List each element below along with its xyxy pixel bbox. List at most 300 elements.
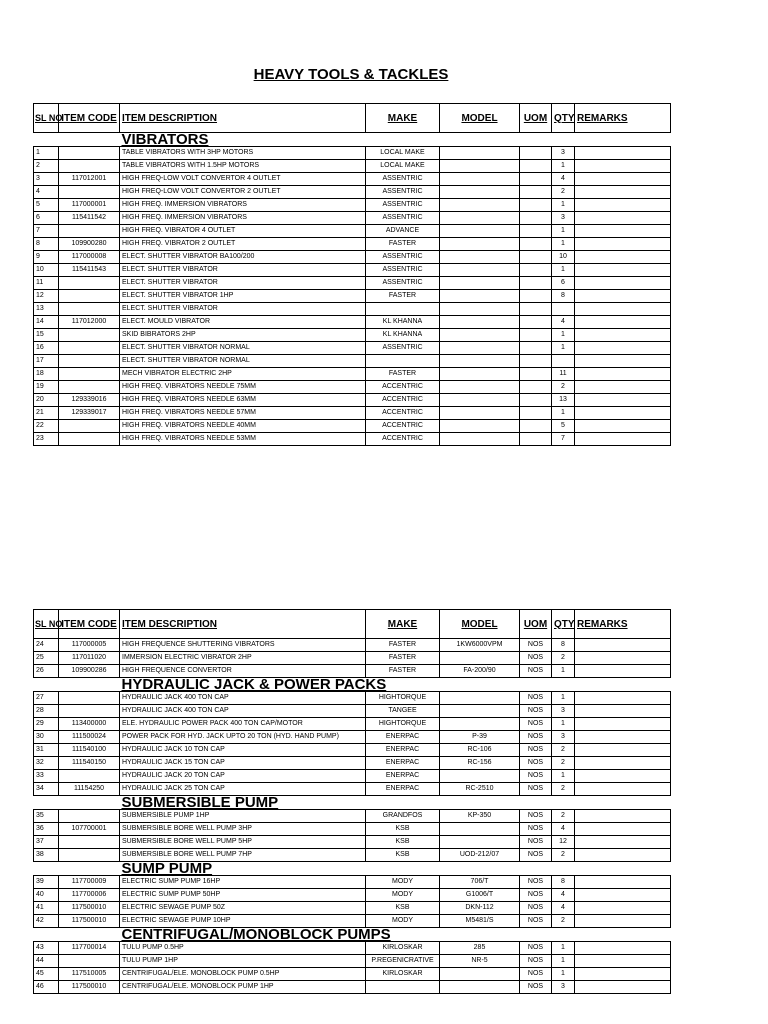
cell-make: ASSENTRIC xyxy=(366,277,440,290)
cell-qty: 2 xyxy=(552,381,575,394)
cell-item-code xyxy=(59,290,120,303)
cell-item-code: 117500010 xyxy=(59,902,120,915)
cell-item-code: 115411543 xyxy=(59,264,120,277)
cell-uom: NOS xyxy=(520,665,552,678)
cell-item-description: HIGH FREQ-LOW VOLT CONVERTOR 4 OUTLET xyxy=(120,173,366,186)
cell-remarks xyxy=(575,277,671,290)
section-spacer xyxy=(34,133,120,147)
cell-model: RC-156 xyxy=(440,757,520,770)
cell-uom xyxy=(520,290,552,303)
cell-sl-no: 4 xyxy=(34,186,59,199)
cell-qty: 3 xyxy=(552,212,575,225)
cell-item-description: SUBMERSIBLE BORE WELL PUMP 5HP xyxy=(120,836,366,849)
cell-remarks xyxy=(575,381,671,394)
cell-uom: NOS xyxy=(520,810,552,823)
cell-item-description: ELECT. SHUTTER VIBRATOR 1HP xyxy=(120,290,366,303)
cell-sl-no: 5 xyxy=(34,199,59,212)
header-sl-no: SL NO xyxy=(34,104,59,133)
cell-qty: 2 xyxy=(552,849,575,862)
table-row xyxy=(34,836,671,849)
cell-sl-no: 41 xyxy=(34,902,59,915)
cell-sl-no: 12 xyxy=(34,290,59,303)
cell-item-description: CENTRIFUGAL/ELE. MONOBLOCK PUMP 1HP xyxy=(120,981,366,994)
cell-model xyxy=(440,212,520,225)
cell-item-code xyxy=(59,810,120,823)
cell-sl-no: 34 xyxy=(34,783,59,796)
cell-model: KP-350 xyxy=(440,810,520,823)
cell-make: KSB xyxy=(366,823,440,836)
header-qty: QTY xyxy=(552,104,575,133)
cell-make: FASTER xyxy=(366,290,440,303)
cell-remarks xyxy=(575,770,671,783)
cell-make: ASSENTRIC xyxy=(366,264,440,277)
cell-model xyxy=(440,329,520,342)
table-row xyxy=(34,186,671,199)
table-row xyxy=(34,770,671,783)
section-title: SUMP PUMP xyxy=(121,860,213,877)
cell-make: MODY xyxy=(366,889,440,902)
cell-uom xyxy=(520,238,552,251)
table-row xyxy=(34,316,671,329)
header-uom: UOM xyxy=(520,104,552,133)
cell-qty: 1 xyxy=(552,329,575,342)
header-row xyxy=(34,610,671,639)
cell-sl-no: 16 xyxy=(34,342,59,355)
cell-remarks xyxy=(575,368,671,381)
table-row xyxy=(34,718,671,731)
cell-sl-no: 7 xyxy=(34,225,59,238)
cell-item-description: ELECTRIC SEWAGE PUMP 10HP xyxy=(120,915,366,928)
table-row xyxy=(34,942,671,955)
cell-item-description: TULU PUMP 0.5HP xyxy=(120,942,366,955)
cell-sl-no: 33 xyxy=(34,770,59,783)
cell-uom xyxy=(520,381,552,394)
cell-sl-no: 36 xyxy=(34,823,59,836)
cell-make: ENERPAC xyxy=(366,757,440,770)
cell-qty: 12 xyxy=(552,836,575,849)
cell-qty: 7 xyxy=(552,433,575,446)
cell-qty: 1 xyxy=(552,942,575,955)
cell-model xyxy=(440,316,520,329)
cell-remarks xyxy=(575,836,671,849)
header-item-description: ITEM DESCRIPTION xyxy=(120,610,366,639)
cell-remarks xyxy=(575,355,671,368)
table-row xyxy=(34,433,671,446)
cell-item-description: HYDRAULIC JACK 400 TON CAP xyxy=(120,705,366,718)
header-uom: UOM xyxy=(520,610,552,639)
table-row xyxy=(34,420,671,433)
cell-item-code xyxy=(59,277,120,290)
cell-item-description: HYDRAULIC JACK 400 TON CAP xyxy=(120,692,366,705)
cell-remarks xyxy=(575,251,671,264)
cell-remarks xyxy=(575,783,671,796)
cell-sl-no: 30 xyxy=(34,731,59,744)
table-row xyxy=(34,705,671,718)
cell-sl-no: 26 xyxy=(34,665,59,678)
header-remarks: REMARKS xyxy=(575,104,671,133)
cell-make: KL KHANNA xyxy=(366,329,440,342)
section-title: SUBMERSIBLE PUMP xyxy=(121,794,279,811)
cell-make: LOCAL MAKE xyxy=(366,147,440,160)
cell-item-description: ELE. HYDRAULIC POWER PACK 400 TON CAP/MOTOR xyxy=(120,718,366,731)
cell-qty: 1 xyxy=(552,968,575,981)
cell-uom: NOS xyxy=(520,968,552,981)
cell-make: ACCENTRIC xyxy=(366,420,440,433)
cell-remarks xyxy=(575,823,671,836)
header-qty: QTY xyxy=(552,610,575,639)
cell-uom: NOS xyxy=(520,705,552,718)
cell-model xyxy=(440,303,520,316)
cell-uom xyxy=(520,433,552,446)
cell-item-description: POWER PACK FOR HYD. JACK UPTO 20 TON (HYD. HAND PUMP) xyxy=(120,731,366,744)
cell-item-description: ELECT. SHUTTER VIBRATOR xyxy=(120,303,366,316)
table-row xyxy=(34,876,671,889)
cell-remarks xyxy=(575,433,671,446)
cell-uom: NOS xyxy=(520,757,552,770)
cell-sl-no: 40 xyxy=(34,889,59,902)
cell-item-code: 117500010 xyxy=(59,981,120,994)
cell-qty: 4 xyxy=(552,173,575,186)
cell-uom xyxy=(520,277,552,290)
cell-remarks xyxy=(575,407,671,420)
cell-item-code: 129339017 xyxy=(59,407,120,420)
cell-uom: NOS xyxy=(520,942,552,955)
cell-item-code xyxy=(59,303,120,316)
table-row xyxy=(34,212,671,225)
cell-model xyxy=(440,836,520,849)
cell-item-code: 117000001 xyxy=(59,199,120,212)
cell-remarks xyxy=(575,744,671,757)
section-title: CENTRIFUGAL/MONOBLOCK PUMPS xyxy=(121,926,391,943)
cell-uom xyxy=(520,303,552,316)
cell-item-description: HYDRAULIC JACK 25 TON CAP xyxy=(120,783,366,796)
cell-item-code: 117000008 xyxy=(59,251,120,264)
cell-item-code xyxy=(59,420,120,433)
cell-remarks xyxy=(575,692,671,705)
cell-uom xyxy=(520,173,552,186)
cell-remarks xyxy=(575,147,671,160)
cell-item-code: 117700009 xyxy=(59,876,120,889)
section-spacer xyxy=(34,862,120,876)
cell-model: G1006/T xyxy=(440,889,520,902)
cell-remarks xyxy=(575,316,671,329)
cell-qty: 1 xyxy=(552,160,575,173)
cell-remarks xyxy=(575,264,671,277)
cell-qty xyxy=(552,355,575,368)
cell-model: 285 xyxy=(440,942,520,955)
cell-sl-no: 31 xyxy=(34,744,59,757)
table-row xyxy=(34,381,671,394)
cell-item-description: ELECT. SHUTTER VIBRATOR NORMAL xyxy=(120,355,366,368)
cell-model xyxy=(440,652,520,665)
cell-sl-no: 44 xyxy=(34,955,59,968)
cell-uom xyxy=(520,264,552,277)
cell-sl-no: 42 xyxy=(34,915,59,928)
cell-remarks xyxy=(575,238,671,251)
section-heading-row xyxy=(34,796,671,810)
table-row xyxy=(34,981,671,994)
cell-item-description: ELECT. SHUTTER VIBRATOR NORMAL xyxy=(120,342,366,355)
cell-sl-no: 18 xyxy=(34,368,59,381)
cell-qty: 2 xyxy=(552,186,575,199)
header-make: MAKE xyxy=(366,104,440,133)
cell-uom xyxy=(520,251,552,264)
table-row xyxy=(34,652,671,665)
cell-make: LOCAL MAKE xyxy=(366,160,440,173)
cell-qty: 8 xyxy=(552,290,575,303)
cell-sl-no: 43 xyxy=(34,942,59,955)
cell-model xyxy=(440,692,520,705)
cell-item-description: ELECT. MOULD VIBRATOR xyxy=(120,316,366,329)
cell-sl-no: 2 xyxy=(34,160,59,173)
table-row xyxy=(34,199,671,212)
cell-make: FASTER xyxy=(366,665,440,678)
cell-qty: 10 xyxy=(552,251,575,264)
cell-item-code xyxy=(59,836,120,849)
section-heading-row xyxy=(34,862,671,876)
cell-qty: 1 xyxy=(552,264,575,277)
cell-remarks xyxy=(575,902,671,915)
header-item-code: ITEM CODE xyxy=(59,610,120,639)
cell-uom: NOS xyxy=(520,652,552,665)
cell-make: ENERPAC xyxy=(366,770,440,783)
cell-sl-no: 17 xyxy=(34,355,59,368)
cell-make: KSB xyxy=(366,836,440,849)
header-model: MODEL xyxy=(440,104,520,133)
cell-make: KSB xyxy=(366,902,440,915)
cell-uom: NOS xyxy=(520,744,552,757)
cell-uom xyxy=(520,420,552,433)
header-item-description: ITEM DESCRIPTION xyxy=(120,104,366,133)
cell-model xyxy=(440,238,520,251)
cell-sl-no: 9 xyxy=(34,251,59,264)
cell-make: TANGEE xyxy=(366,705,440,718)
table-row xyxy=(34,744,671,757)
cell-remarks xyxy=(575,342,671,355)
cell-remarks xyxy=(575,160,671,173)
cell-make: ASSENTRIC xyxy=(366,173,440,186)
cell-item-description: HIGH FREQ. VIBRATORS NEEDLE 57MM xyxy=(120,407,366,420)
cell-item-description: SUBMERSIBLE PUMP 1HP xyxy=(120,810,366,823)
cell-sl-no: 22 xyxy=(34,420,59,433)
cell-uom xyxy=(520,342,552,355)
cell-model: DKN-112 xyxy=(440,902,520,915)
cell-model xyxy=(440,199,520,212)
header-sl-no: SL NO xyxy=(34,610,59,639)
cell-item-code xyxy=(59,186,120,199)
cell-model: NR-5 xyxy=(440,955,520,968)
cell-make: P.REGENICRATIVE xyxy=(366,955,440,968)
cell-sl-no: 46 xyxy=(34,981,59,994)
cell-qty: 1 xyxy=(552,342,575,355)
cell-model xyxy=(440,173,520,186)
cell-item-code: 111540100 xyxy=(59,744,120,757)
cell-item-code: 107700001 xyxy=(59,823,120,836)
cell-item-code xyxy=(59,225,120,238)
section-heading-row xyxy=(34,133,671,147)
cell-remarks xyxy=(575,810,671,823)
cell-item-code: 117000005 xyxy=(59,639,120,652)
cell-remarks xyxy=(575,889,671,902)
cell-item-description: ELECT. SHUTTER VIBRATOR xyxy=(120,264,366,277)
cell-item-code: 113400000 xyxy=(59,718,120,731)
table-row xyxy=(34,968,671,981)
section-heading-row xyxy=(34,678,671,692)
cell-item-code: 117700014 xyxy=(59,942,120,955)
section-title: HYDRAULIC JACK & POWER PACKS xyxy=(121,676,387,693)
cell-qty: 2 xyxy=(552,915,575,928)
cell-item-code: 111540150 xyxy=(59,757,120,770)
cell-make: KIRLOSKAR xyxy=(366,942,440,955)
cell-remarks xyxy=(575,303,671,316)
cell-model xyxy=(440,381,520,394)
table-row xyxy=(34,264,671,277)
cell-uom: NOS xyxy=(520,718,552,731)
header-remarks: REMARKS xyxy=(575,610,671,639)
table-row xyxy=(34,225,671,238)
cell-uom xyxy=(520,225,552,238)
cell-sl-no: 29 xyxy=(34,718,59,731)
cell-item-code xyxy=(59,692,120,705)
cell-model xyxy=(440,147,520,160)
cell-make xyxy=(366,303,440,316)
table-row xyxy=(34,147,671,160)
cell-item-description: SUBMERSIBLE BORE WELL PUMP 7HP xyxy=(120,849,366,862)
cell-uom: NOS xyxy=(520,902,552,915)
cell-remarks xyxy=(575,639,671,652)
table-row xyxy=(34,902,671,915)
cell-uom: NOS xyxy=(520,981,552,994)
cell-item-code xyxy=(59,160,120,173)
cell-model xyxy=(440,342,520,355)
cell-qty: 3 xyxy=(552,981,575,994)
cell-item-description: HIGH FREQ. IMMERSION VIBRATORS xyxy=(120,199,366,212)
cell-item-code: 109900280 xyxy=(59,238,120,251)
table-row xyxy=(34,955,671,968)
table-body xyxy=(34,639,671,994)
cell-item-code xyxy=(59,147,120,160)
cell-item-description: HYDRAULIC JACK 10 TON CAP xyxy=(120,744,366,757)
cell-model: FA-200/90 xyxy=(440,665,520,678)
cell-uom xyxy=(520,394,552,407)
cell-remarks xyxy=(575,942,671,955)
cell-uom xyxy=(520,407,552,420)
cell-qty: 1 xyxy=(552,718,575,731)
cell-make: KSB xyxy=(366,849,440,862)
cell-item-description: HIGH FREQ. VIBRATORS NEEDLE 40MM xyxy=(120,420,366,433)
cell-model xyxy=(440,705,520,718)
cell-sl-no: 15 xyxy=(34,329,59,342)
cell-qty: 2 xyxy=(552,810,575,823)
cell-qty: 8 xyxy=(552,639,575,652)
cell-remarks xyxy=(575,849,671,862)
cell-make: ACCENTRIC xyxy=(366,394,440,407)
cell-uom xyxy=(520,368,552,381)
table-row xyxy=(34,251,671,264)
cell-make: ACCENTRIC xyxy=(366,407,440,420)
cell-uom: NOS xyxy=(520,783,552,796)
cell-item-description: HIGH FREQ. IMMERSION VIBRATORS xyxy=(120,212,366,225)
cell-item-description: ELECT. SHUTTER VIBRATOR BA100/200 xyxy=(120,251,366,264)
cell-remarks xyxy=(575,757,671,770)
cell-make: ASSENTRIC xyxy=(366,199,440,212)
cell-uom xyxy=(520,147,552,160)
cell-sl-no: 27 xyxy=(34,692,59,705)
cell-uom: NOS xyxy=(520,731,552,744)
cell-make: ASSENTRIC xyxy=(366,212,440,225)
cell-item-code: 115411542 xyxy=(59,212,120,225)
cell-item-description: TABLE VIBRATORS WITH 3HP MOTORS xyxy=(120,147,366,160)
cell-qty: 3 xyxy=(552,705,575,718)
cell-sl-no: 13 xyxy=(34,303,59,316)
cell-item-code: 117510005 xyxy=(59,968,120,981)
cell-qty: 2 xyxy=(552,744,575,757)
cell-sl-no: 24 xyxy=(34,639,59,652)
cell-model xyxy=(440,368,520,381)
cell-item-description: HIGH FREQUENCE SHUTTERING VIBRATORS xyxy=(120,639,366,652)
cell-item-code xyxy=(59,355,120,368)
cell-sl-no: 23 xyxy=(34,433,59,446)
table-row xyxy=(34,731,671,744)
cell-item-description: HYDRAULIC JACK 15 TON CAP xyxy=(120,757,366,770)
cell-model xyxy=(440,770,520,783)
cell-model: P-39 xyxy=(440,731,520,744)
cell-item-description: HIGH FREQ. VIBRATORS NEEDLE 75MM xyxy=(120,381,366,394)
cell-make: ASSENTRIC xyxy=(366,342,440,355)
table-row xyxy=(34,329,671,342)
cell-sl-no: 20 xyxy=(34,394,59,407)
table-row xyxy=(34,342,671,355)
cell-item-description: CENTRIFUGAL/ELE. MONOBLOCK PUMP 0.5HP xyxy=(120,968,366,981)
cell-qty: 1 xyxy=(552,225,575,238)
cell-uom: NOS xyxy=(520,955,552,968)
cell-remarks xyxy=(575,915,671,928)
cell-make: FASTER xyxy=(366,238,440,251)
section-spacer xyxy=(34,678,120,692)
section-spacer xyxy=(34,796,120,810)
cell-qty: 2 xyxy=(552,652,575,665)
table-row xyxy=(34,303,671,316)
cell-qty: 2 xyxy=(552,757,575,770)
cell-make: KL KHANNA xyxy=(366,316,440,329)
cell-sl-no: 38 xyxy=(34,849,59,862)
cell-sl-no: 37 xyxy=(34,836,59,849)
cell-make: ENERPAC xyxy=(366,783,440,796)
cell-item-code: 111500024 xyxy=(59,731,120,744)
cell-item-description: HIGH FREQ. VIBRATORS NEEDLE 53MM xyxy=(120,433,366,446)
cell-qty: 1 xyxy=(552,199,575,212)
cell-item-description: SKID BIBRATORS 2HP xyxy=(120,329,366,342)
table-row xyxy=(34,810,671,823)
header-make: MAKE xyxy=(366,610,440,639)
cell-qty: 4 xyxy=(552,823,575,836)
cell-uom: NOS xyxy=(520,692,552,705)
cell-item-code: 117011020 xyxy=(59,652,120,665)
cell-qty: 3 xyxy=(552,147,575,160)
cell-make: FASTER xyxy=(366,368,440,381)
cell-remarks xyxy=(575,876,671,889)
cell-uom: NOS xyxy=(520,889,552,902)
table-row xyxy=(34,639,671,652)
header-row xyxy=(34,104,671,133)
cell-item-code: 117012000 xyxy=(59,316,120,329)
cell-model xyxy=(440,277,520,290)
cell-qty xyxy=(552,303,575,316)
cell-make: HIGHTORQUE xyxy=(366,692,440,705)
cell-model xyxy=(440,981,520,994)
cell-remarks xyxy=(575,212,671,225)
cell-item-description: TULU PUMP 1HP xyxy=(120,955,366,968)
